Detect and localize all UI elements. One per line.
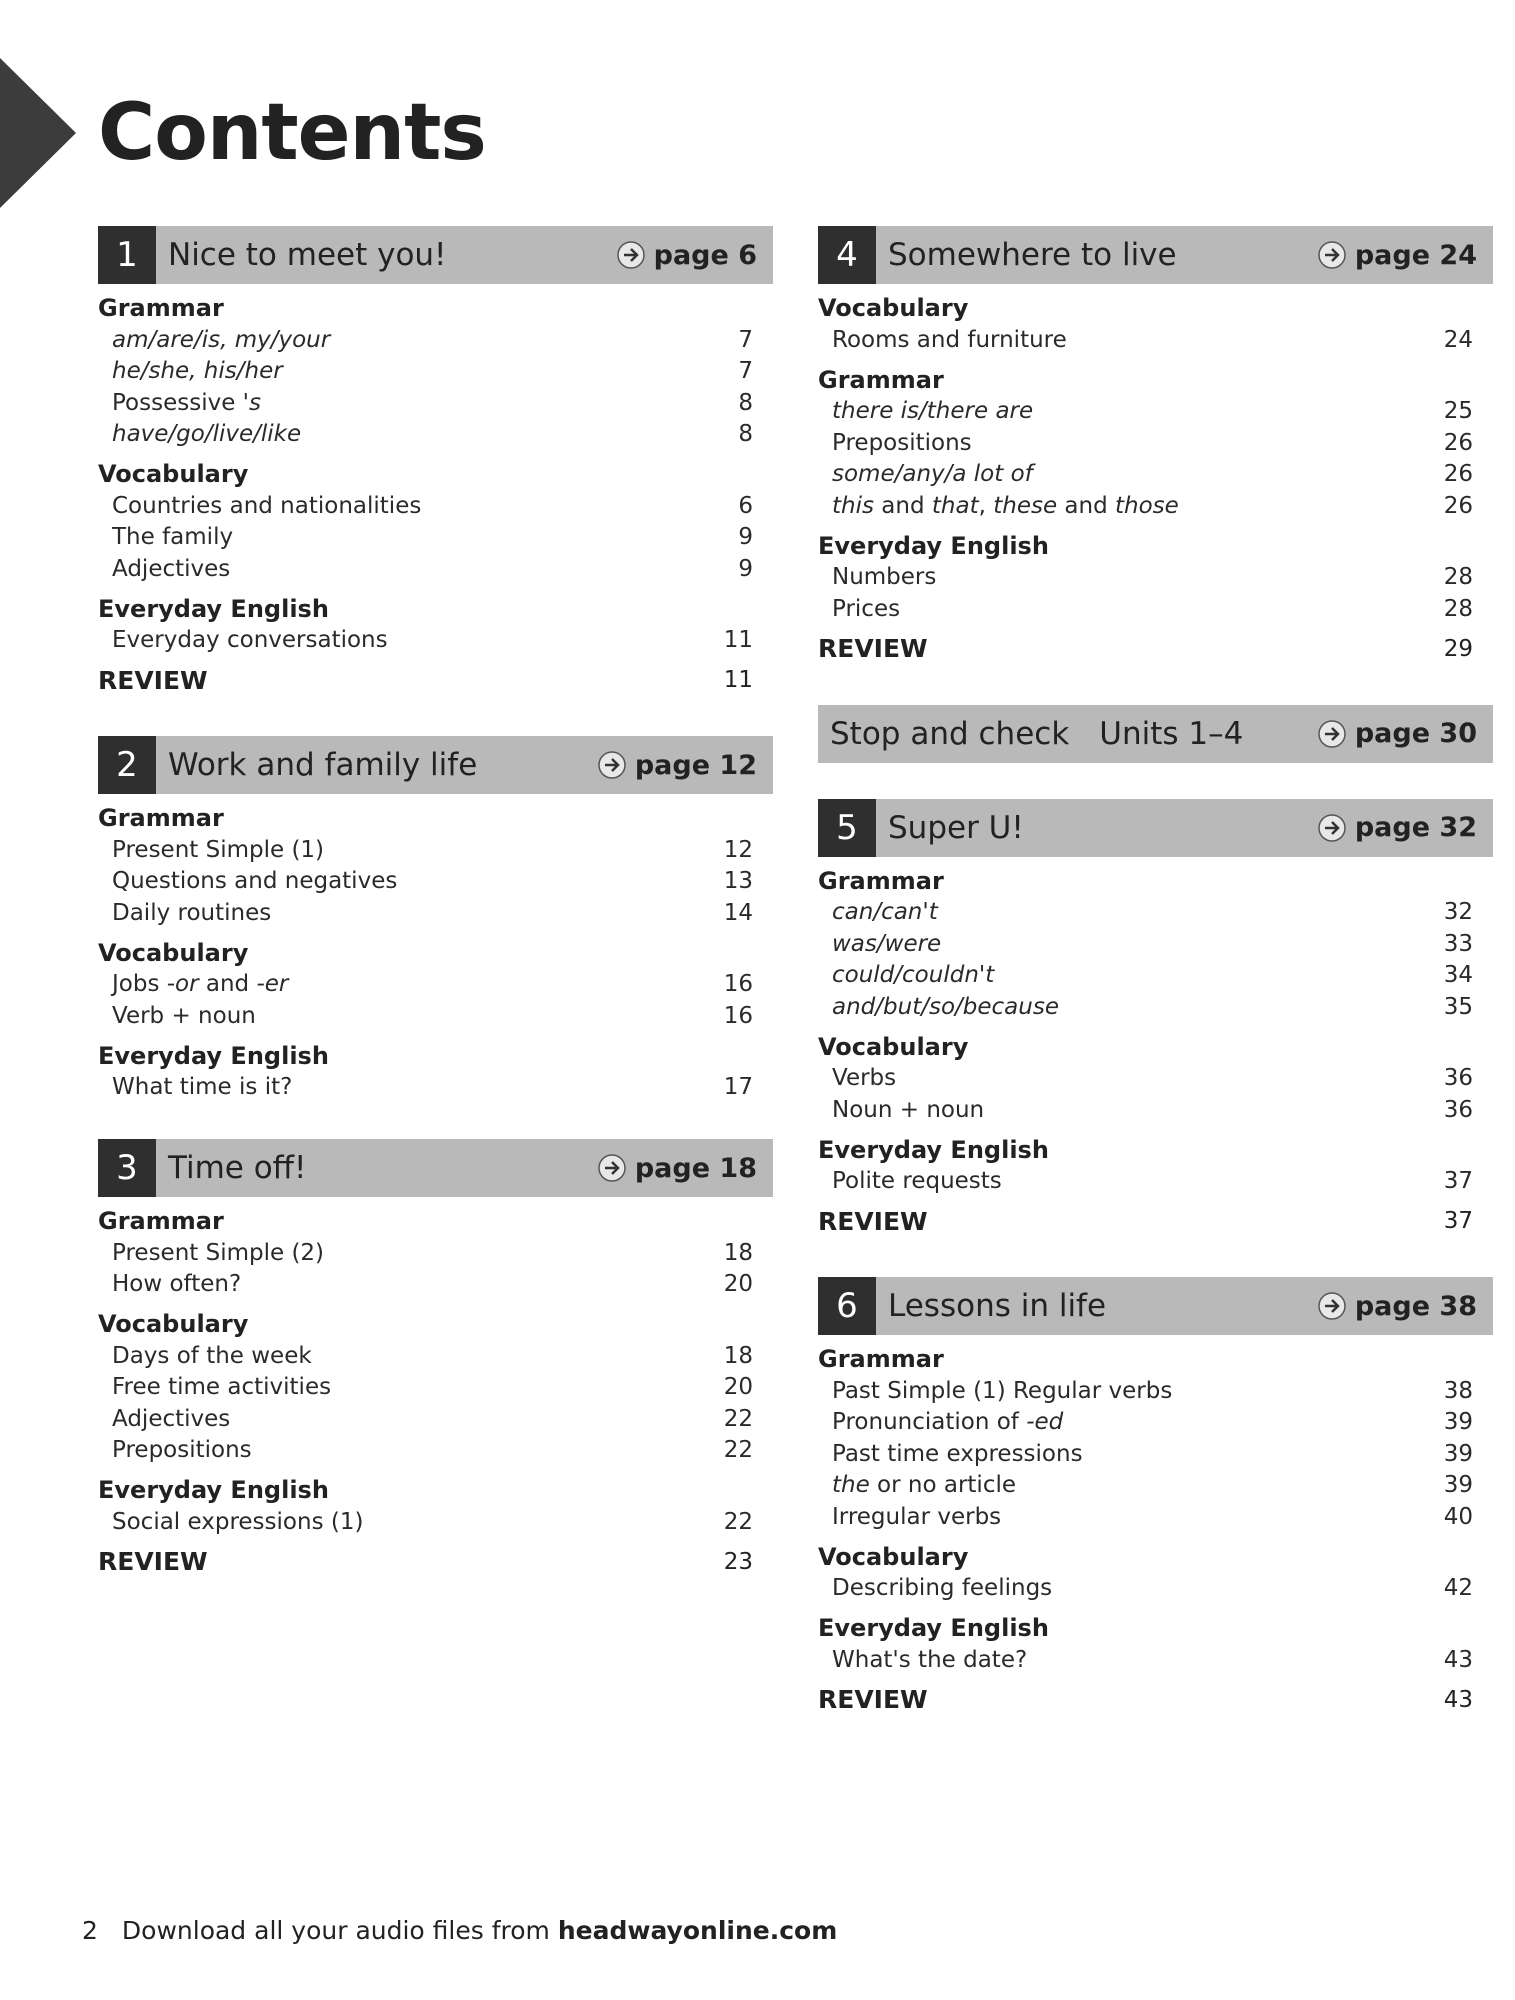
row-label (112, 1343, 312, 1369)
row-label (112, 868, 397, 894)
row-label (832, 461, 1033, 487)
row-page-number: 20 (723, 1271, 753, 1298)
row-label (112, 556, 230, 582)
section-heading: Everyday English (98, 1041, 329, 1070)
unit-4 (818, 226, 1493, 669)
row-page-number: 39 (1443, 1440, 1473, 1467)
row-label (832, 1065, 896, 1091)
row-page-number: 9 (738, 524, 753, 551)
row-label-part: and (198, 971, 257, 998)
section-heading: Vocabulary (98, 938, 249, 967)
row-page-number: 24 (1443, 326, 1473, 353)
row-label-part: 's (242, 389, 261, 416)
row-label (832, 1472, 1016, 1498)
contents-row[interactable] (818, 1470, 1493, 1502)
row-page-number: 39 (1443, 1472, 1473, 1499)
unit-title: Time off! (168, 1150, 307, 1186)
row-label-part: some/any/a lot of (832, 461, 1033, 488)
unit-title: Lessons in life (888, 1288, 1107, 1324)
unit-page-link[interactable] (1317, 1291, 1477, 1322)
review-label: REVIEW (818, 1206, 928, 1236)
section-heading: Everyday English (818, 531, 1049, 560)
row-page-number: 43 (1443, 1646, 1473, 1673)
unit-page-link[interactable] (1317, 240, 1477, 271)
unit-page-ref: page 12 (634, 749, 757, 781)
unit-header[interactable] (818, 226, 1493, 284)
row-page-number: 22 (723, 1405, 753, 1432)
stop-and-check-page-ref: page 30 (1354, 718, 1477, 749)
row-label-part: Describing feelings (832, 1575, 1053, 1602)
contents-row[interactable] (818, 1094, 1493, 1126)
row-label (832, 931, 941, 957)
row-page-number: 8 (738, 389, 753, 416)
review-label: REVIEW (818, 1685, 928, 1714)
row-label-part: Adjectives (112, 1405, 231, 1432)
row-page-number: 39 (1443, 1409, 1473, 1436)
review-row[interactable] (818, 1680, 1493, 1720)
contents-row[interactable] (98, 1269, 773, 1301)
row-page-number: 16 (723, 971, 753, 998)
contents-row[interactable] (98, 387, 773, 419)
row-label (112, 1437, 252, 1463)
unit-2 (98, 736, 773, 1103)
unit-page-link[interactable] (616, 240, 757, 271)
contents-row[interactable] (818, 324, 1493, 356)
section-heading: Everyday English (98, 594, 329, 623)
row-label-part: Everyday conversations (112, 627, 388, 654)
unit-title: Nice to meet you! (168, 237, 447, 273)
row-page-number: 12 (723, 836, 753, 863)
row-label-part: Past Simple (1) Regular verbs (832, 1377, 1173, 1404)
row-page-number: 26 (1443, 461, 1473, 488)
row-label-part: he/she, his/her (112, 358, 283, 385)
row-label (832, 327, 1067, 353)
row-label-part: this (832, 492, 874, 519)
row-label-part: those (1115, 492, 1179, 519)
contents-row[interactable] (98, 625, 773, 657)
row-label-part: Social expressions (1) (112, 1508, 364, 1535)
section-grammar (98, 1205, 773, 1300)
contents-row[interactable] (98, 490, 773, 522)
review-page-number: 29 (1443, 635, 1473, 662)
row-page-number: 20 (723, 1374, 753, 1401)
row-label-part: The family (112, 524, 234, 551)
section-grammar (98, 802, 773, 929)
row-label-part: Rooms and furniture (832, 326, 1067, 353)
row-label-part: How often? (112, 1271, 242, 1298)
stop-and-check-page-link[interactable] (1317, 718, 1477, 749)
row-page-number: 42 (1443, 1575, 1473, 1602)
contents-row[interactable] (98, 324, 773, 356)
section-heading: Grammar (98, 1207, 224, 1235)
section-heading: Vocabulary (818, 1542, 969, 1571)
section-heading: Grammar (818, 1345, 944, 1373)
unit-page-ref: page 24 (1354, 239, 1477, 271)
row-label (112, 1406, 230, 1432)
section-heading: Vocabulary (98, 1310, 249, 1338)
row-label (832, 1168, 1002, 1194)
unit-5 (818, 799, 1493, 1242)
row-label (112, 421, 301, 447)
unit-header[interactable] (818, 799, 1493, 857)
row-label (112, 1003, 256, 1029)
contents-row[interactable] (98, 897, 773, 929)
row-label-part: Verb + noun (112, 1002, 256, 1029)
row-label-part: or no article (869, 1472, 1017, 1499)
contents-row[interactable] (98, 553, 773, 585)
left-column (98, 226, 773, 1618)
section-heading: Grammar (98, 804, 224, 832)
row-page-number: 18 (723, 1342, 753, 1369)
row-label (112, 327, 330, 353)
unit-header[interactable] (818, 1277, 1493, 1335)
contents-row[interactable] (818, 1407, 1493, 1439)
row-page-number: 35 (1443, 993, 1473, 1020)
row-label-part: have/go/live/like (112, 421, 302, 448)
section-vocabulary (98, 937, 773, 1032)
unit-title: Super U! (888, 809, 1024, 846)
section-heading: Everyday English (818, 1135, 1049, 1164)
row-page-number: 25 (1443, 398, 1473, 425)
row-page-number: 11 (723, 627, 753, 654)
section-everyday-english (818, 530, 1493, 625)
row-page-number: 34 (1443, 962, 1473, 989)
contents-row[interactable] (818, 593, 1493, 625)
row-label (832, 564, 936, 590)
unit-page-link[interactable] (597, 750, 757, 781)
row-label (112, 524, 233, 550)
row-page-number: 14 (723, 899, 753, 926)
section-heading: Vocabulary (98, 460, 249, 488)
contents-row[interactable] (818, 1501, 1493, 1533)
section-everyday-english (98, 1040, 773, 1104)
unit-number: 5 (818, 799, 876, 857)
review-label: REVIEW (818, 634, 928, 663)
section-vocabulary (98, 1308, 773, 1466)
row-page-number: 16 (723, 1002, 753, 1029)
section-heading: Grammar (98, 294, 224, 322)
unit-page-ref: page 32 (1354, 812, 1477, 843)
row-label (832, 1575, 1052, 1601)
row-label-part: Prices (832, 595, 901, 622)
contents-row[interactable] (98, 1506, 773, 1538)
section-heading: Grammar (818, 866, 944, 895)
review-row[interactable] (818, 629, 1493, 669)
unit-header[interactable] (98, 1139, 773, 1197)
corner-arrow-decoration (0, 58, 76, 208)
row-page-number: 9 (738, 555, 753, 582)
row-label-part: and/but/so/because (832, 993, 1059, 1020)
unit-title: Work and family life (168, 747, 478, 783)
footer-page-number: 2 (82, 1916, 98, 1945)
row-label (832, 1409, 1063, 1435)
section-vocabulary (818, 292, 1493, 356)
row-page-number: 13 (723, 868, 753, 895)
unit-page-link[interactable] (1317, 812, 1477, 843)
arrow-right-icon (1317, 813, 1347, 843)
footer-text: Download all your audio files from (121, 1916, 550, 1945)
section-grammar (818, 364, 1493, 522)
section-heading: Vocabulary (818, 294, 969, 322)
section-vocabulary (818, 1541, 1493, 1605)
contents-row[interactable] (98, 1000, 773, 1032)
row-label-part: -er (256, 971, 289, 998)
row-label-part: and (1057, 492, 1116, 519)
unit-number: 3 (98, 1139, 156, 1197)
row-page-number: 22 (723, 1437, 753, 1464)
unit-3 (98, 1139, 773, 1582)
review-row[interactable] (98, 660, 773, 700)
arrow-right-icon (597, 1153, 627, 1183)
row-page-number: 22 (723, 1508, 753, 1535)
unit-page-ref: page 38 (1354, 1290, 1477, 1322)
row-label-part: Polite requests (832, 1168, 1002, 1195)
row-label (832, 596, 900, 622)
arrow-right-icon (616, 240, 646, 270)
row-label (112, 900, 271, 926)
stop-and-check-title: Stop and check (830, 715, 1070, 752)
row-label-part: Questions and negatives (112, 868, 398, 895)
row-label-part: Countries and nationalities (112, 492, 422, 519)
contents-row[interactable] (818, 1644, 1493, 1676)
contents-row[interactable] (98, 866, 773, 898)
row-label-part: Prepositions (112, 1437, 252, 1464)
right-column (818, 226, 1493, 1756)
contents-row[interactable] (98, 1340, 773, 1372)
section-everyday-english (818, 1612, 1493, 1676)
row-page-number: 28 (1443, 595, 1473, 622)
row-page-number: 26 (1443, 492, 1473, 519)
review-row[interactable] (98, 1542, 773, 1582)
section-heading: Vocabulary (818, 1032, 969, 1061)
arrow-right-icon (1317, 719, 1347, 749)
unit-number: 6 (818, 1277, 876, 1335)
row-label (832, 430, 972, 456)
row-label (112, 1374, 331, 1400)
row-page-number: 6 (738, 492, 753, 519)
contents-row[interactable] (818, 490, 1493, 522)
contents-row[interactable] (818, 991, 1493, 1023)
row-label-part: Adjectives (112, 555, 231, 582)
contents-row[interactable] (98, 1237, 773, 1269)
contents-row[interactable] (98, 419, 773, 451)
unit-6 (818, 1277, 1493, 1720)
row-label (112, 627, 388, 653)
row-label-part: Verbs (832, 1065, 897, 1092)
row-label-part: Daily routines (112, 899, 272, 926)
row-page-number: 8 (738, 421, 753, 448)
row-label (112, 1271, 241, 1297)
page-title: Contents (98, 88, 486, 178)
contents-row[interactable] (98, 1372, 773, 1404)
section-vocabulary (98, 458, 773, 585)
row-label-part: the (832, 1472, 870, 1499)
row-label (832, 994, 1059, 1020)
contents-row[interactable] (818, 1438, 1493, 1470)
row-label-part: am/are/is, my/your (112, 326, 331, 353)
section-heading: Everyday English (98, 1476, 329, 1504)
arrow-right-icon (1317, 240, 1347, 270)
row-label-part: -ed (1026, 1409, 1064, 1436)
row-label (112, 390, 261, 416)
contents-row[interactable] (818, 928, 1493, 960)
row-label-part: -or (166, 971, 199, 998)
footer (82, 1916, 837, 1945)
row-label (832, 398, 1033, 424)
row-label-part: What time is it? (112, 1074, 293, 1101)
row-label-part: can/can't (832, 899, 938, 926)
section-heading: Everyday English (818, 1614, 1049, 1642)
row-label (832, 899, 938, 925)
unit-number: 2 (98, 736, 156, 794)
row-label (832, 493, 1179, 519)
contents-row[interactable] (98, 969, 773, 1001)
row-label-part: Days of the week (112, 1342, 312, 1369)
row-label (832, 1378, 1172, 1404)
contents-row[interactable] (818, 459, 1493, 491)
row-label (112, 971, 288, 997)
unit-header[interactable] (98, 736, 773, 794)
stop-and-check[interactable] (818, 705, 1493, 763)
contents-row[interactable] (818, 396, 1493, 428)
row-label-part: , (978, 492, 994, 519)
contents-row[interactable] (98, 834, 773, 866)
row-label-part: What's the date? (832, 1646, 1028, 1673)
row-label-part: Possessive (112, 389, 243, 416)
row-label (832, 1647, 1027, 1673)
row-label-part: Pronunciation of (832, 1409, 1027, 1436)
unit-header[interactable] (98, 226, 773, 284)
row-label (112, 358, 283, 384)
unit-page-ref: page 18 (634, 1152, 757, 1184)
row-label-part: these (993, 492, 1058, 519)
row-label (112, 1074, 292, 1100)
row-label (112, 1509, 363, 1535)
row-label-part: Free time activities (112, 1374, 332, 1401)
arrow-right-icon (597, 750, 627, 780)
row-label-part: could/couldn't (832, 962, 995, 989)
row-page-number: 36 (1443, 1096, 1473, 1123)
review-label: REVIEW (98, 665, 208, 695)
unit-number: 1 (98, 226, 156, 284)
row-label (112, 1240, 324, 1266)
row-page-number: 32 (1443, 899, 1473, 926)
unit-number: 4 (818, 226, 876, 284)
row-label-part: that (931, 492, 979, 519)
contents-row[interactable] (818, 960, 1493, 992)
contents-row[interactable] (98, 356, 773, 388)
contents-row[interactable] (98, 522, 773, 554)
footer-site-link[interactable]: headwayonline.com (557, 1916, 838, 1945)
row-page-number: 7 (738, 326, 753, 353)
contents-row[interactable] (818, 1573, 1493, 1605)
row-label (832, 1441, 1083, 1467)
row-page-number: 38 (1443, 1377, 1473, 1404)
contents-row[interactable] (818, 427, 1493, 459)
section-grammar (818, 1343, 1493, 1533)
row-page-number: 17 (723, 1074, 753, 1101)
row-label (832, 962, 994, 988)
row-label-part: Past time expressions (832, 1440, 1083, 1467)
row-label-part: Irregular verbs (832, 1503, 1002, 1530)
unit-title: Somewhere to live (888, 237, 1177, 273)
row-label-part: Noun + noun (832, 1096, 985, 1123)
review-row[interactable] (818, 1201, 1493, 1241)
row-page-number: 37 (1443, 1168, 1473, 1195)
contents-row[interactable] (98, 1435, 773, 1467)
row-label (112, 493, 421, 519)
section-everyday-english (98, 593, 773, 657)
unit-page-link[interactable] (597, 1153, 757, 1184)
row-page-number: 28 (1443, 564, 1473, 591)
row-label-part: Numbers (832, 564, 937, 591)
row-label-part: was/were (832, 930, 942, 957)
section-grammar (818, 865, 1493, 1023)
section-vocabulary (818, 1031, 1493, 1126)
stop-and-check-header (818, 705, 1493, 763)
review-page-number: 37 (1443, 1208, 1473, 1234)
section-everyday-english (98, 1474, 773, 1538)
contents-row[interactable] (818, 1063, 1493, 1095)
row-label-part: Jobs (112, 971, 167, 998)
row-page-number: 33 (1443, 930, 1473, 957)
contents-row[interactable] (818, 562, 1493, 594)
section-heading: Grammar (818, 365, 944, 394)
contents-row[interactable] (818, 897, 1493, 929)
row-label-part: Present Simple (2) (112, 1239, 325, 1266)
row-label (112, 837, 324, 863)
review-page-number: 43 (1443, 1686, 1473, 1713)
section-grammar (98, 292, 773, 450)
stop-and-check-units: Units 1–4 (1099, 715, 1244, 752)
contents-row[interactable] (98, 1072, 773, 1104)
row-label (832, 1097, 984, 1123)
row-page-number: 7 (738, 358, 753, 385)
row-page-number: 36 (1443, 1065, 1473, 1092)
row-page-number: 40 (1443, 1503, 1473, 1530)
row-label-part: Present Simple (1) (112, 836, 325, 863)
row-page-number: 26 (1443, 429, 1473, 456)
row-label-part: and (873, 492, 932, 519)
row-label (832, 1504, 1001, 1530)
unit-1 (98, 226, 773, 700)
row-label-part: there is/there are (832, 398, 1034, 425)
review-label: REVIEW (98, 1547, 208, 1576)
contents-row[interactable] (98, 1403, 773, 1435)
unit-page-ref: page 6 (653, 239, 757, 271)
contents-row[interactable] (818, 1375, 1493, 1407)
review-page-number: 23 (723, 1548, 753, 1575)
section-everyday-english (818, 1134, 1493, 1198)
contents-row[interactable] (818, 1166, 1493, 1198)
row-label-part: Prepositions (832, 429, 972, 456)
review-page-number: 11 (723, 667, 753, 693)
arrow-right-icon (1317, 1291, 1347, 1321)
row-page-number: 18 (723, 1239, 753, 1266)
